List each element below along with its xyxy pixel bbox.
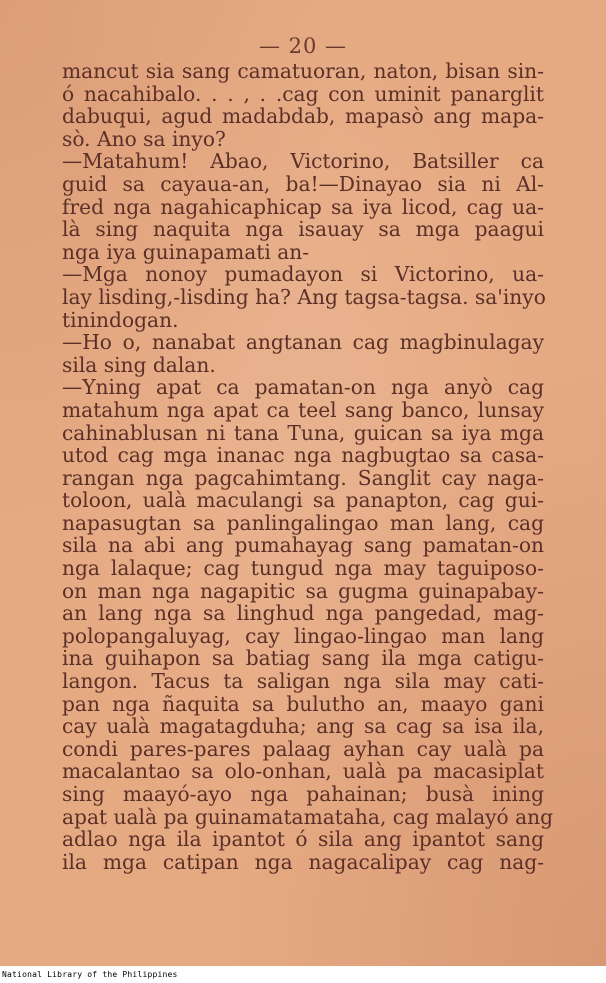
text-line: —Yning apat ca pamatan-on nga anyò cag bbox=[62, 375, 544, 400]
text-line: fred nga nagahicaphicap sa iya licod, cag ua- bbox=[62, 194, 544, 219]
text-line: ila mga catipan nga nagacalipay cag nag- bbox=[62, 849, 544, 874]
text-line: mancut sia sang camatuoran, naton, bisan sin- bbox=[62, 59, 544, 83]
text-line: toloon, ualà maculangi sa panapton, cag gui- bbox=[62, 488, 544, 513]
text-line: polopangaluyag, cay lingao-lingao man lang bbox=[62, 623, 544, 648]
text-line: cahinablusan ni tana Tuna, guican sa iya mga bbox=[62, 420, 544, 445]
text-line: —Ho o, nanabat angtanan cag magbinulagay bbox=[62, 330, 544, 355]
text-line: cay ualà magatagduha; ang sa cag sa isa ila, bbox=[62, 714, 544, 739]
text-line: nga lalaque; cag tungud nga may taguiposo- bbox=[62, 556, 544, 581]
text-line: dabuqui, agud madabdab, mapasò ang mapa- bbox=[62, 104, 544, 129]
text-line: ó nacahibalo. . . , . .cag con uminit panarglit bbox=[62, 81, 544, 106]
text-line: on man nga nagapitic sa gugma guinapabay- bbox=[62, 578, 544, 603]
text-line: pan nga ñaquita sa bulutho an, maayo gani bbox=[62, 691, 544, 716]
footer-credit: National Library of the Philippines bbox=[2, 970, 178, 979]
text-line: tinindogan. bbox=[62, 307, 179, 332]
text-line: —Mga nonoy pumadayon si Victorino, ua- bbox=[62, 262, 544, 287]
text-line: sila sing dalan. bbox=[62, 352, 216, 377]
text-line: utod cag mga inanac nga nagbugtao sa casa- bbox=[62, 443, 544, 468]
text-line: sing maayó-ayo nga pahainan; busà ining bbox=[62, 782, 544, 806]
text-line: napasugtan sa panlingalingao man lang, cag bbox=[62, 510, 544, 535]
page-text bbox=[62, 59, 554, 874]
text-line: an lang nga sa linghud nga pangedad, mag- bbox=[62, 601, 544, 626]
text-line: lay lisding,-lisding ha? Ang tagsa-tagsa. sa'inyo bbox=[62, 284, 546, 309]
text-line: adlao nga ila ipantot ó sila ang ipantot sang bbox=[62, 827, 544, 852]
text-line: condi pares-pares palaag ayhan cay ualà pa bbox=[62, 736, 544, 761]
text-line: guid sa cayaua-an, ba!—Dinayao sia ni Al- bbox=[62, 171, 544, 196]
text-line: sò. Ano sa inyo? bbox=[62, 126, 226, 151]
text-line: rangan nga pagcahimtang. Sanglit cay naga- bbox=[62, 465, 544, 490]
text-line: apat ualà pa guinamatamataha, cag malayó ang bbox=[62, 804, 554, 829]
text-line: là sing naquita nga isauay sa mga paagui bbox=[62, 217, 544, 242]
page-number: — 20 — bbox=[258, 34, 348, 58]
text-line: langon. Tacus ta saligan nga sila may cati- bbox=[62, 669, 544, 694]
text-line: nga iya guinapamati an- bbox=[62, 239, 310, 264]
text-line: macalantao sa olo-onhan, ualà pa macasiplat bbox=[62, 759, 544, 784]
text-line: matahum nga apat ca teel sang banco, lunsay bbox=[62, 397, 544, 422]
text-line: ina guihapon sa batiag sang ila mga catigu- bbox=[62, 646, 544, 671]
text-line: —Matahum! Abao, Victorino, Batsiller ca bbox=[62, 149, 544, 174]
text-line: sila na abi ang pumahayag sang pamatan-on bbox=[62, 533, 544, 558]
